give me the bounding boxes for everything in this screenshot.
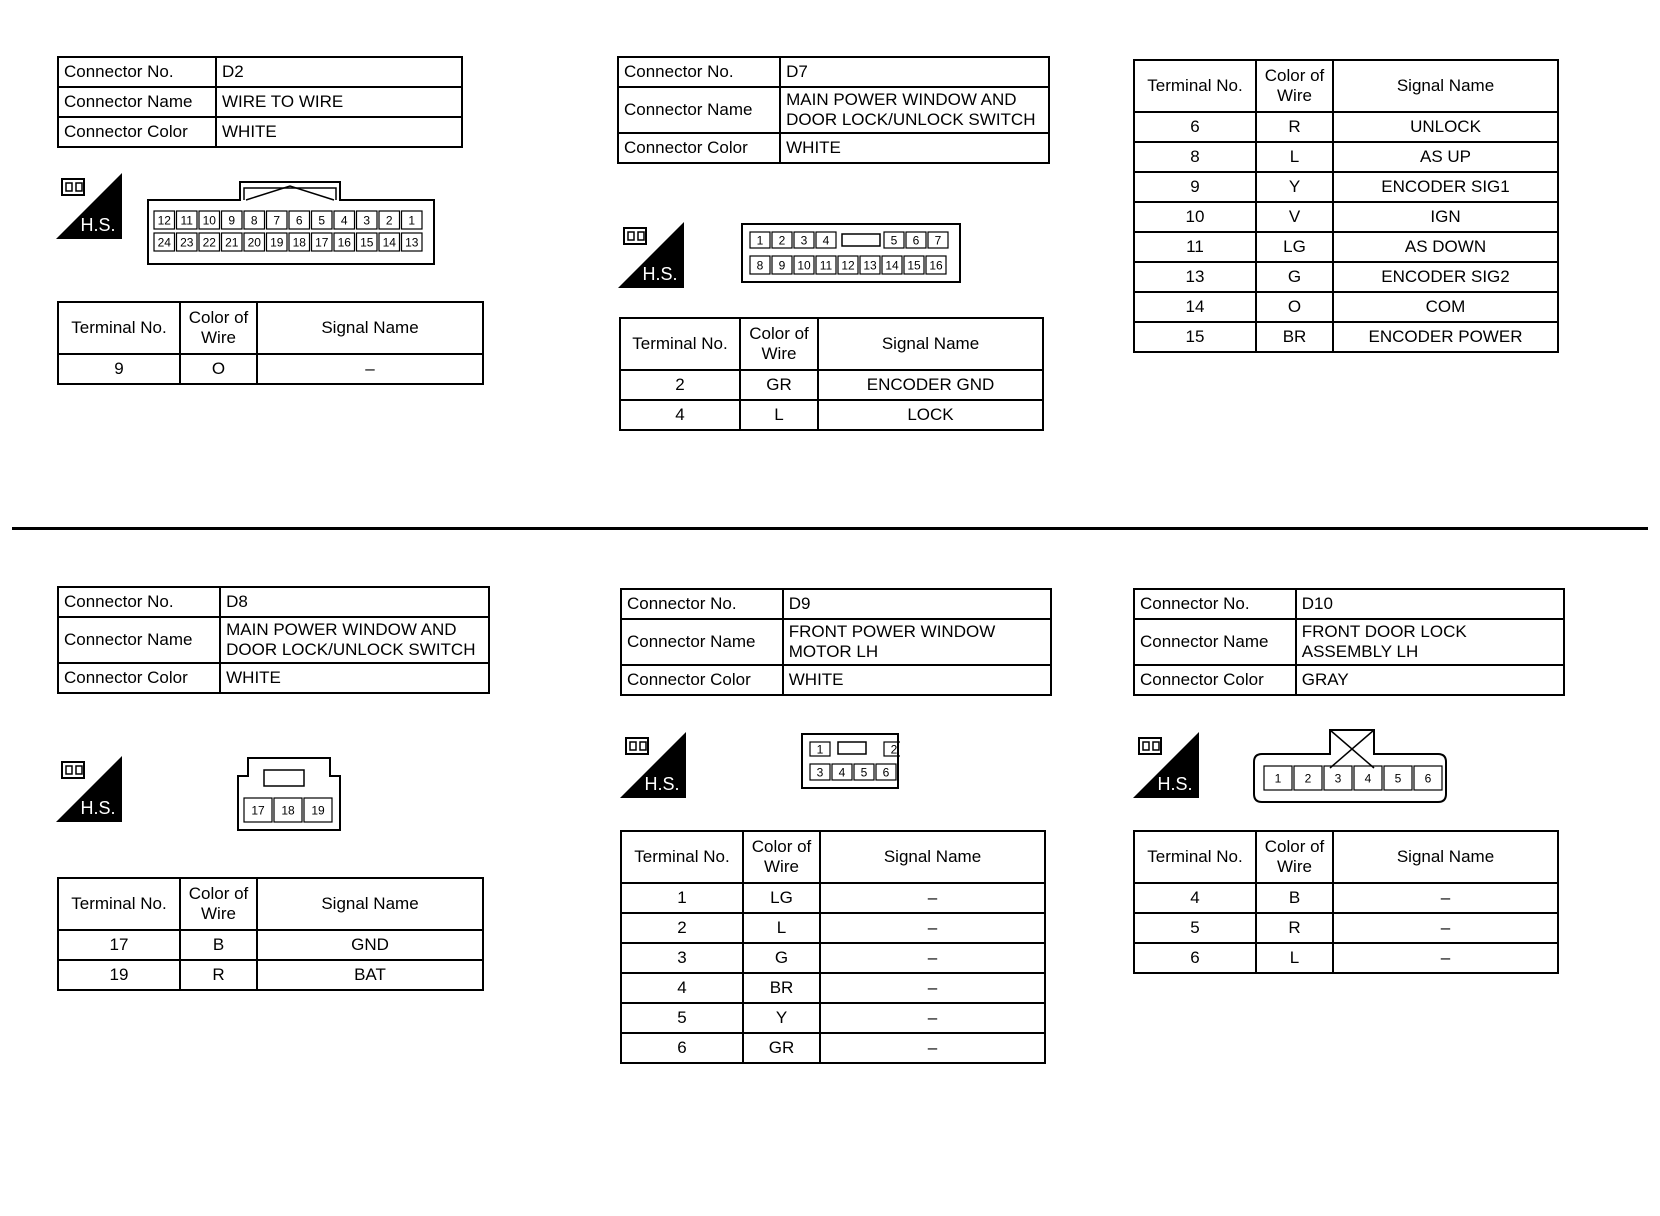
wire-color: GR (743, 1033, 820, 1063)
d9-terminal-table (620, 830, 1046, 1064)
pin-number: 17 (315, 235, 329, 250)
connector-name-label: Connector Name (621, 619, 783, 665)
signal-name: IGN (1333, 202, 1558, 232)
d8-terminal-table (57, 877, 484, 991)
wire-color: Y (1256, 172, 1333, 202)
terminal-no-header: Terminal No. (620, 318, 740, 370)
terminal-no: 5 (621, 1003, 743, 1033)
d2-terminal-table (57, 301, 484, 385)
pin-number: 6 (1424, 771, 1432, 786)
terminal-no: 4 (1134, 883, 1256, 913)
color-of-wire-header: Color of Wire (1256, 60, 1333, 112)
table-row (1134, 913, 1558, 943)
signal-name-header: Signal Name (257, 302, 483, 354)
pin-number: 18 (281, 803, 295, 818)
pin-number: 8 (756, 258, 764, 273)
table-row (1134, 112, 1558, 142)
d8-pin-diagram (236, 756, 342, 832)
signal-name: AS UP (1333, 142, 1558, 172)
pin-number: 4 (822, 233, 830, 248)
terminal-no: 2 (620, 370, 740, 400)
connector-color-value: WHITE (220, 663, 489, 693)
wire-color: V (1256, 202, 1333, 232)
hs-label: H.S. (1157, 774, 1193, 794)
pin-number: 20 (247, 235, 261, 250)
pin-number: 16 (337, 235, 351, 250)
pin-number: 10 (797, 258, 811, 273)
signal-name: AS DOWN (1333, 232, 1558, 262)
wire-color: LG (743, 883, 820, 913)
signal-name: – (820, 1003, 1045, 1033)
harness-side-icon (618, 222, 684, 288)
table-row (1134, 292, 1558, 322)
pin-number: 24 (157, 235, 171, 250)
d7-pin-diagram (740, 222, 962, 284)
pin-number: 10 (202, 213, 216, 228)
pin-number: 5 (890, 233, 898, 248)
pin-number: 12 (841, 258, 855, 273)
table-row (1134, 262, 1558, 292)
pin-number: 4 (838, 765, 846, 780)
terminal-no: 13 (1134, 262, 1256, 292)
signal-name: – (820, 883, 1045, 913)
terminal-no-header: Terminal No. (621, 831, 743, 883)
connector-color-value: WHITE (783, 665, 1051, 695)
connector-color-label: Connector Color (58, 117, 216, 147)
terminal-no: 15 (1134, 322, 1256, 352)
terminal-no: 11 (1134, 232, 1256, 262)
pin-number: 15 (360, 235, 374, 250)
color-of-wire-header: Color of Wire (743, 831, 820, 883)
signal-name: – (820, 943, 1045, 973)
signal-name-header: Signal Name (820, 831, 1045, 883)
signal-name: ENCODER GND (818, 370, 1043, 400)
wire-color: L (1256, 142, 1333, 172)
signal-name: ENCODER POWER (1333, 322, 1558, 352)
terminal-no: 5 (1134, 913, 1256, 943)
pin-number: 2 (778, 233, 786, 248)
pin-number: 5 (318, 213, 326, 228)
table-row (621, 883, 1045, 913)
wire-color: L (1256, 943, 1333, 973)
connector-no-value: D10 (1296, 589, 1564, 619)
color-of-wire-header: Color of Wire (180, 878, 257, 930)
pin-number: 19 (270, 235, 284, 250)
connector-color-label: Connector Color (58, 663, 220, 693)
terminal-no: 9 (58, 354, 180, 384)
terminal-no: 6 (1134, 943, 1256, 973)
signal-name: – (1333, 913, 1558, 943)
connector-no-label: Connector No. (621, 589, 783, 619)
wire-color: LG (1256, 232, 1333, 262)
pin-number: 3 (1334, 771, 1342, 786)
wire-color: BR (743, 973, 820, 1003)
pin-number: 6 (912, 233, 920, 248)
signal-name: ENCODER SIG1 (1333, 172, 1558, 202)
wire-color: O (180, 354, 257, 384)
terminal-no: 14 (1134, 292, 1256, 322)
connector-color-value: GRAY (1296, 665, 1564, 695)
pin-number: 2 (890, 742, 898, 757)
d10-terminal-table (1133, 830, 1559, 974)
table-row (58, 930, 483, 960)
wire-color: L (743, 913, 820, 943)
terminal-no: 6 (621, 1033, 743, 1063)
pin-number: 9 (778, 258, 786, 273)
signal-name: LOCK (818, 400, 1043, 430)
wire-color: BR (1256, 322, 1333, 352)
table-row (621, 943, 1045, 973)
signal-name: UNLOCK (1333, 112, 1558, 142)
signal-name-header: Signal Name (1333, 60, 1558, 112)
pin-number: 5 (860, 765, 868, 780)
wire-color: R (1256, 112, 1333, 142)
wire-color: GR (740, 370, 818, 400)
pin-number: 2 (1304, 771, 1312, 786)
pin-number: 1 (756, 233, 764, 248)
connector-no-label: Connector No. (58, 57, 216, 87)
table-row (58, 960, 483, 990)
table-row (58, 354, 483, 384)
terminal-no: 8 (1134, 142, 1256, 172)
harness-side-icon (1133, 732, 1199, 798)
terminal-no: 6 (1134, 112, 1256, 142)
d9-pin-diagram (800, 732, 900, 790)
connector-color-label: Connector Color (621, 665, 783, 695)
section-divider (12, 527, 1648, 530)
terminal-no-header: Terminal No. (1134, 831, 1256, 883)
table-row (1134, 202, 1558, 232)
connector-name-label: Connector Name (58, 87, 216, 117)
pin-number: 21 (225, 235, 239, 250)
pin-number: 8 (250, 213, 258, 228)
signal-name: COM (1333, 292, 1558, 322)
wire-color: R (1256, 913, 1333, 943)
d2-connector-info (57, 56, 463, 148)
signal-name: – (820, 913, 1045, 943)
hs-label: H.S. (644, 774, 680, 794)
pin-number: 4 (340, 213, 348, 228)
wire-color: L (740, 400, 818, 430)
terminal-no: 1 (621, 883, 743, 913)
connector-no-value: D2 (216, 57, 462, 87)
connector-name-label: Connector Name (618, 87, 780, 133)
connector-no-value: D9 (783, 589, 1051, 619)
pin-number: 2 (385, 213, 393, 228)
harness-side-icon (56, 173, 122, 239)
harness-side-icon (620, 732, 686, 798)
pin-number: 3 (363, 213, 371, 228)
connector-no-label: Connector No. (58, 587, 220, 617)
terminal-no: 10 (1134, 202, 1256, 232)
terminal-no-header: Terminal No. (1134, 60, 1256, 112)
d9-connector-info (620, 588, 1052, 696)
pin-number: 7 (273, 213, 281, 228)
signal-name: ENCODER SIG2 (1333, 262, 1558, 292)
table-row (1134, 322, 1558, 352)
table-row (621, 1033, 1045, 1063)
harness-side-icon (56, 756, 122, 822)
table-row (620, 400, 1043, 430)
pin-number: 1 (408, 213, 416, 228)
signal-name: – (1333, 883, 1558, 913)
wire-color: R (180, 960, 257, 990)
signal-name-header: Signal Name (818, 318, 1043, 370)
pin-number: 19 (311, 803, 325, 818)
terminal-no: 3 (621, 943, 743, 973)
pin-number: 13 (863, 258, 877, 273)
signal-name: – (820, 1033, 1045, 1063)
pin-number: 9 (228, 213, 236, 228)
terminal-no: 9 (1134, 172, 1256, 202)
pin-number: 3 (800, 233, 808, 248)
terminal-no: 4 (621, 973, 743, 1003)
table-row (621, 913, 1045, 943)
color-of-wire-header: Color of Wire (180, 302, 257, 354)
color-of-wire-header: Color of Wire (740, 318, 818, 370)
d9-connector-face (800, 732, 900, 790)
wire-color: O (1256, 292, 1333, 322)
connector-name-value: MAIN POWER WINDOW AND DOOR LOCK/UNLOCK SWITCH (780, 87, 1049, 133)
signal-name-header: Signal Name (257, 878, 483, 930)
d10-pin-diagram (1250, 728, 1450, 804)
connector-color-value: WHITE (780, 133, 1049, 163)
signal-name: BAT (257, 960, 483, 990)
d8-connector-face (236, 756, 342, 832)
wire-color: B (1256, 883, 1333, 913)
pin-number: 4 (1364, 771, 1372, 786)
wire-color: Y (743, 1003, 820, 1033)
signal-name: – (820, 973, 1045, 1003)
pin-number: 14 (885, 258, 899, 273)
terminal-no-header: Terminal No. (58, 878, 180, 930)
terminal-no: 19 (58, 960, 180, 990)
terminal-no: 2 (621, 913, 743, 943)
d7-connector-face (740, 222, 962, 284)
pin-number: 22 (202, 235, 216, 250)
pin-number: 5 (1394, 771, 1402, 786)
connector-no-label: Connector No. (1134, 589, 1296, 619)
pin-number: 6 (295, 213, 303, 228)
signal-name: – (257, 354, 483, 384)
connector-color-value: WHITE (216, 117, 462, 147)
d8-connector-info (57, 586, 490, 694)
pin-number: 1 (1274, 771, 1282, 786)
pin-number: 23 (180, 235, 194, 250)
connector-name-value: WIRE TO WIRE (216, 87, 462, 117)
pin-number: 14 (382, 235, 396, 250)
pin-number: 1 (816, 742, 824, 757)
pin-number: 13 (405, 235, 419, 250)
wire-color: B (180, 930, 257, 960)
pin-number: 11 (819, 258, 833, 273)
d10-connector-face (1250, 728, 1450, 804)
table-row (1134, 883, 1558, 913)
connector-name-label: Connector Name (1134, 619, 1296, 665)
table-row (621, 973, 1045, 1003)
pin-number: 15 (907, 258, 921, 273)
signal-name: GND (257, 930, 483, 960)
table-row (1134, 172, 1558, 202)
d2-connector-face (146, 180, 436, 266)
hs-label: H.S. (642, 264, 678, 284)
table-row (620, 370, 1043, 400)
terminal-no: 17 (58, 930, 180, 960)
d10-connector-info (1133, 588, 1565, 696)
pin-number: 17 (251, 803, 265, 818)
terminal-no-header: Terminal No. (58, 302, 180, 354)
d7-terminal-table-continued (1133, 59, 1559, 353)
connector-name-value: FRONT POWER WINDOW MOTOR LH (783, 619, 1051, 665)
pin-number: 3 (816, 765, 824, 780)
pin-number: 18 (292, 235, 306, 250)
d2-pin-diagram (146, 180, 436, 266)
signal-name-header: Signal Name (1333, 831, 1558, 883)
connector-no-value: D8 (220, 587, 489, 617)
terminal-no: 4 (620, 400, 740, 430)
wire-color: G (1256, 262, 1333, 292)
signal-name: – (1333, 943, 1558, 973)
d7-terminal-table (619, 317, 1044, 431)
wire-color: G (743, 943, 820, 973)
connector-color-label: Connector Color (618, 133, 780, 163)
connector-no-label: Connector No. (618, 57, 780, 87)
pin-number: 11 (180, 213, 193, 228)
connector-name-value: FRONT DOOR LOCK ASSEMBLY LH (1296, 619, 1564, 665)
color-of-wire-header: Color of Wire (1256, 831, 1333, 883)
connector-name-label: Connector Name (58, 617, 220, 663)
pin-number: 12 (157, 213, 171, 228)
connector-color-label: Connector Color (1134, 665, 1296, 695)
d7-connector-info (617, 56, 1050, 164)
pin-number: 6 (882, 765, 890, 780)
connector-no-value: D7 (780, 57, 1049, 87)
pin-number: 7 (934, 233, 942, 248)
pin-number: 16 (929, 258, 943, 273)
table-row (621, 1003, 1045, 1033)
table-row (1134, 943, 1558, 973)
table-row (1134, 142, 1558, 172)
hs-label: H.S. (80, 798, 116, 818)
hs-label: H.S. (80, 215, 116, 235)
connector-name-value: MAIN POWER WINDOW AND DOOR LOCK/UNLOCK SWITCH (220, 617, 489, 663)
table-row (1134, 232, 1558, 262)
